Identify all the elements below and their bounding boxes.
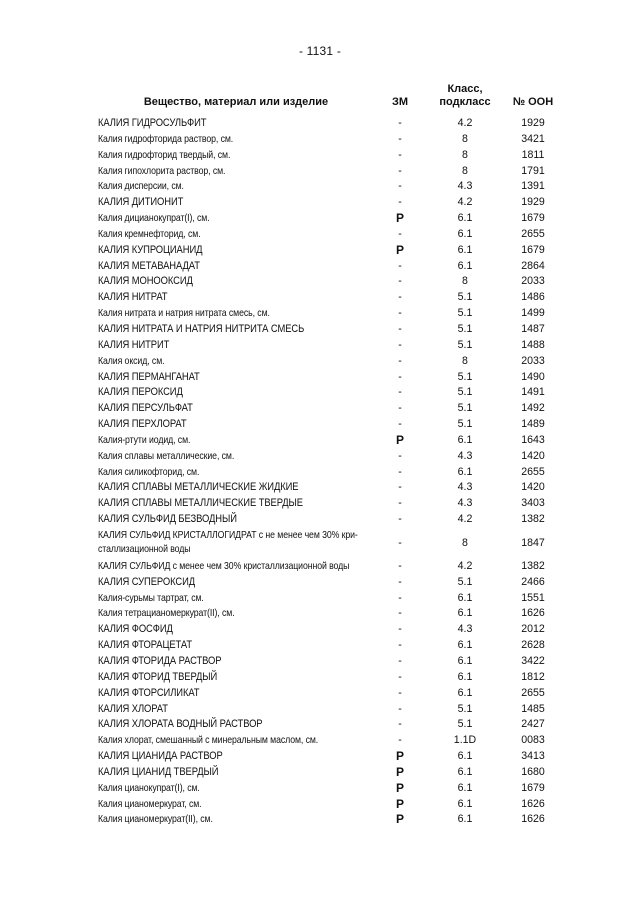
- hazard-class: 4.3: [457, 481, 473, 494]
- substance-name: Калия силикофторид, см.: [98, 466, 200, 478]
- zm-mark: Р: [395, 796, 404, 811]
- table-row: [0, 338, 640, 354]
- un-number: 2655: [521, 227, 545, 240]
- un-number: 2466: [521, 575, 545, 588]
- table-row: [0, 654, 640, 670]
- un-number: 1847: [521, 536, 545, 549]
- hazard-class: 5.1: [457, 322, 473, 335]
- un-number: 1551: [521, 591, 545, 604]
- header-zm: ЗМ: [391, 96, 409, 108]
- table-row: [0, 496, 640, 512]
- table-row: [0, 243, 640, 259]
- hazard-class: 5.1: [457, 418, 473, 431]
- un-number: 1485: [521, 702, 545, 715]
- substance-name: КАЛИЯ ФТОРИДА РАСТВОР: [98, 655, 222, 667]
- zm-mark: -: [398, 465, 402, 478]
- substance-name: КАЛИЯ СПЛАВЫ МЕТАЛЛИЧЕСКИЕ ЖИДКИЕ: [98, 481, 299, 494]
- substance-name: Калия гидрофторид твердый, см.: [98, 149, 231, 161]
- hazard-class: 8: [462, 148, 468, 161]
- un-number: 1499: [521, 307, 545, 320]
- zm-mark: -: [398, 322, 402, 335]
- zm-mark: -: [398, 623, 402, 636]
- substance-name: Калия оксид, см.: [98, 355, 165, 367]
- un-number: 1420: [521, 481, 545, 494]
- table-row: [0, 528, 640, 559]
- substance-name: Калия гипохлорита раствор, см.: [98, 165, 226, 177]
- hazard-class: 6.1: [457, 639, 473, 652]
- substance-name: КАЛИЯ ЦИАНИДА РАСТВОР: [98, 750, 223, 763]
- zm-mark: Р: [395, 242, 404, 257]
- un-number: 1488: [521, 338, 545, 351]
- zm-mark: -: [398, 386, 402, 399]
- table-row: [0, 227, 640, 243]
- hazard-class: 4.3: [457, 180, 473, 193]
- table-row: [0, 148, 640, 164]
- un-number: 1929: [521, 117, 545, 129]
- table-row: [0, 575, 640, 591]
- hazard-class: 6.1: [457, 607, 473, 620]
- zm-mark: -: [398, 370, 402, 383]
- table-row: [0, 306, 640, 322]
- zm-mark: -: [398, 702, 402, 715]
- table-row: [0, 733, 640, 749]
- un-number: 2012: [521, 623, 545, 636]
- substance-name: Калия хлорат, смешанный с минеральным маслом, см.: [98, 735, 319, 747]
- substance-name: КАЛИЯ ФТОРАЦЕТАТ: [98, 639, 193, 652]
- zm-mark: -: [398, 196, 402, 209]
- zm-mark: -: [398, 259, 402, 272]
- hazard-class: 6.1: [457, 212, 473, 225]
- table-row: [0, 179, 640, 195]
- table-header: [0, 80, 640, 116]
- table-row: [0, 765, 640, 781]
- hazard-class: 6.1: [457, 750, 473, 763]
- table-row: [0, 559, 640, 575]
- hazard-class: 6.1: [457, 670, 473, 683]
- table-row: [0, 797, 640, 813]
- zm-mark: -: [398, 670, 402, 683]
- zm-mark: -: [398, 718, 402, 731]
- un-number: 1812: [521, 670, 545, 683]
- substance-name: КАЛИЯ ЦИАНИД ТВЕРДЫЙ: [98, 765, 219, 778]
- zm-mark: -: [398, 497, 402, 510]
- header-un-number: № ООН: [512, 96, 554, 108]
- un-number: 1382: [521, 559, 545, 572]
- table-row: [0, 354, 640, 370]
- substance-name: КАЛИЯ КУПРОЦИАНИД: [98, 243, 203, 256]
- substance-name: КАЛИЯ ДИТИОНИТ: [98, 196, 184, 209]
- zm-mark: -: [398, 164, 402, 177]
- table-row: [0, 274, 640, 290]
- table-row: [0, 132, 640, 148]
- un-number: 1490: [521, 370, 545, 383]
- substance-name: Калия дицианокупрат(I), см.: [98, 213, 210, 225]
- header-substance: Вещество, материал или изделие: [143, 96, 329, 108]
- table-row: [0, 401, 640, 417]
- substance-name: Калия сплавы металлические, см.: [98, 450, 235, 462]
- substance-name: Калия-ртути иодид, см.: [98, 434, 191, 446]
- hazard-class: 5.1: [457, 370, 473, 383]
- hazard-class: 5.1: [457, 575, 473, 588]
- hazard-class: 8: [462, 164, 468, 177]
- substance-name: Калия тетрацианомеркурат(II), см.: [98, 608, 235, 620]
- hazard-class: 4.3: [457, 449, 473, 462]
- table-row: [0, 370, 640, 386]
- substance-name: Калия цианомеркурат, см.: [98, 798, 202, 810]
- substance-name: КАЛИЯ ХЛОРАТА ВОДНЫЙ РАСТВОР: [98, 718, 263, 731]
- zm-mark: Р: [395, 432, 404, 447]
- substance-name: КАЛИЯ ПЕРМАНГАНАТ: [98, 370, 200, 383]
- hazard-class: 8: [462, 132, 468, 145]
- substance-name: КАЛИЯ НИТРИТ: [98, 338, 170, 351]
- zm-mark: Р: [395, 749, 404, 764]
- hazard-class: 5.1: [457, 307, 473, 320]
- hazard-class: 4.2: [457, 117, 473, 129]
- substance-name: Калия гидрофторида раствор, см.: [98, 133, 234, 145]
- hazard-class: 8: [462, 275, 468, 288]
- un-number: 1492: [521, 402, 545, 415]
- un-number: 1487: [521, 322, 545, 335]
- hazard-class: 5.1: [457, 718, 473, 731]
- hazard-class: 8: [462, 354, 468, 367]
- substance-name: КАЛИЯ НИТРАТ: [98, 291, 168, 304]
- zm-mark: Р: [395, 780, 404, 795]
- un-number: 1486: [521, 291, 545, 304]
- hazard-class: 6.1: [457, 259, 473, 272]
- table-row: [0, 417, 640, 433]
- table-row: [0, 606, 640, 622]
- hazard-class: 6.1: [457, 813, 473, 826]
- zm-mark: -: [398, 307, 402, 320]
- table-row: [0, 164, 640, 180]
- hazard-class: 6.1: [457, 765, 473, 778]
- hazard-class: 4.2: [457, 513, 473, 526]
- substance-name: КАЛИЯ ПЕРСУЛЬФАТ: [98, 402, 193, 415]
- un-number: 2427: [521, 718, 545, 731]
- table-row: [0, 290, 640, 306]
- un-number: 3421: [521, 132, 545, 145]
- zm-mark: Р: [395, 211, 404, 226]
- zm-mark: -: [398, 639, 402, 652]
- substance-name: Калия цианокупрат(I), см.: [98, 782, 200, 794]
- header-class-line1: Класс,: [447, 83, 483, 95]
- hazard-class: 8: [462, 536, 468, 549]
- zm-mark: -: [398, 275, 402, 288]
- zm-mark: Р: [395, 764, 404, 779]
- un-number: 1491: [521, 386, 545, 399]
- substance-name: КАЛИЯ СПЛАВЫ МЕТАЛЛИЧЕСКИЕ ТВЕРДЫЕ: [98, 497, 303, 510]
- substance-name: КАЛИЯ ГИДРОСУЛЬФИТ: [98, 117, 207, 129]
- zm-mark: -: [398, 513, 402, 526]
- hazard-class: 6.1: [457, 655, 473, 667]
- zm-mark: Р: [395, 812, 404, 827]
- hazard-class: 6.1: [457, 797, 473, 810]
- zm-mark: -: [398, 148, 402, 161]
- substance-name: КАЛИЯ ФТОРСИЛИКАТ: [98, 686, 200, 699]
- substance-name: КАЛИЯ НИТРАТА И НАТРИЯ НИТРИТА СМЕСЬ: [98, 322, 305, 335]
- table-row: [0, 638, 640, 654]
- hazard-class: 5.1: [457, 402, 473, 415]
- zm-mark: -: [398, 117, 402, 129]
- hazard-class: 6.1: [457, 433, 473, 446]
- hazard-class: 5.1: [457, 702, 473, 715]
- table-row: [0, 749, 640, 765]
- substance-name: КАЛИЯ ПЕРХЛОРАТ: [98, 418, 187, 431]
- table-row: [0, 702, 640, 718]
- substance-name: КАЛИЯ ФТОРИД ТВЕРДЫЙ: [98, 670, 218, 683]
- table-row: [0, 512, 640, 528]
- table-row: [0, 433, 640, 449]
- zm-mark: -: [398, 402, 402, 415]
- hazard-class: 6.1: [457, 686, 473, 699]
- hazard-class: 4.3: [457, 623, 473, 636]
- hazard-class: 5.1: [457, 386, 473, 399]
- un-number: 2655: [521, 686, 545, 699]
- table-row: [0, 465, 640, 481]
- table-row: [0, 116, 640, 132]
- un-number: 1420: [521, 449, 545, 462]
- zm-mark: -: [398, 734, 402, 747]
- un-number: 1679: [521, 243, 545, 256]
- un-number: 1391: [521, 180, 545, 193]
- substance-name: КАЛИЯ ХЛОРАТ: [98, 702, 168, 715]
- un-number: 2655: [521, 465, 545, 478]
- zm-mark: -: [398, 607, 402, 620]
- zm-mark: -: [398, 132, 402, 145]
- substance-name: Калия нитрата и натрия нитрата смесь, см.: [98, 308, 270, 320]
- un-number: 1791: [521, 164, 545, 177]
- table-row: [0, 717, 640, 733]
- substance-name: Калия кремнефторид, см.: [98, 228, 201, 240]
- un-number: 1626: [521, 607, 545, 620]
- un-number: 3422: [521, 655, 545, 667]
- table-row: [0, 195, 640, 211]
- substance-name: КАЛИЯ СУЛЬФИД БЕЗВОДНЫЙ: [98, 513, 237, 526]
- substance-name: КАЛИЯ ФОСФИД: [98, 623, 173, 636]
- zm-mark: -: [398, 338, 402, 351]
- substance-name: Калия дисперсии, см.: [98, 181, 184, 193]
- hazard-class: 5.1: [457, 338, 473, 351]
- un-number: 2033: [521, 275, 545, 288]
- un-number: 1680: [521, 765, 545, 778]
- zm-mark: -: [398, 291, 402, 304]
- substance-name: КАЛИЯ МЕТАВАНАДАТ: [98, 259, 200, 272]
- un-number: 1679: [521, 212, 545, 225]
- substance-name: Калия-сурьмы тартрат, см.: [98, 592, 204, 604]
- zm-mark: -: [398, 591, 402, 604]
- hazard-class: 6.1: [457, 227, 473, 240]
- zm-mark: -: [398, 559, 402, 572]
- table-row: [0, 385, 640, 401]
- un-number: 3403: [521, 497, 545, 510]
- un-number: 1489: [521, 418, 545, 431]
- table-row: [0, 322, 640, 338]
- hazard-class: 1.1D: [453, 734, 477, 747]
- zm-mark: -: [398, 418, 402, 431]
- hazard-class: 6.1: [457, 781, 473, 794]
- table-row: [0, 211, 640, 227]
- zm-mark: -: [398, 354, 402, 367]
- un-number: 2033: [521, 354, 545, 367]
- hazard-class: 6.1: [457, 465, 473, 478]
- un-number: 1382: [521, 513, 545, 526]
- un-number: 0083: [521, 734, 545, 747]
- un-number: 1643: [521, 433, 545, 446]
- zm-mark: -: [398, 180, 402, 193]
- hazard-class: 6.1: [457, 591, 473, 604]
- substance-name: КАЛИЯ МОНООКСИД: [98, 275, 193, 288]
- substance-name: КАЛИЯ СУЛЬФИД с менее чем 30% кристаллизационной воды: [98, 560, 350, 572]
- un-number: 1929: [521, 196, 545, 209]
- page-number: - 1131 -: [298, 44, 342, 58]
- table-row: [0, 686, 640, 702]
- table-row: [0, 259, 640, 275]
- zm-mark: -: [398, 449, 402, 462]
- table-row: [0, 591, 640, 607]
- hazard-class: 5.1: [457, 291, 473, 304]
- table-row: [0, 781, 640, 797]
- hazard-class: 4.3: [457, 497, 473, 510]
- un-number: 1679: [521, 781, 545, 794]
- zm-mark: -: [398, 575, 402, 588]
- hazard-class: 4.2: [457, 559, 473, 572]
- un-number: 3413: [521, 750, 545, 763]
- table-row: [0, 480, 640, 496]
- header-class-line2: подкласс: [439, 96, 491, 108]
- un-number: 2628: [521, 639, 545, 652]
- un-number: 1626: [521, 797, 545, 810]
- zm-mark: -: [398, 655, 402, 667]
- zm-mark: -: [398, 481, 402, 494]
- zm-mark: -: [398, 227, 402, 240]
- substance-name: Калия цианомеркурат(II), см.: [98, 814, 213, 826]
- un-number: 1626: [521, 813, 545, 826]
- header-class: [430, 83, 500, 109]
- table-row: [0, 670, 640, 686]
- table-row: [0, 812, 640, 828]
- zm-mark: -: [398, 686, 402, 699]
- un-number: 1811: [521, 148, 545, 161]
- un-number: 2864: [521, 259, 545, 272]
- hazard-class: 4.2: [457, 196, 473, 209]
- substance-name: КАЛИЯ ПЕРОКСИД: [98, 386, 183, 399]
- zm-mark: -: [398, 536, 402, 549]
- substance-table: [0, 116, 640, 828]
- table-row: [0, 622, 640, 638]
- table-row: [0, 449, 640, 465]
- substance-name: КАЛИЯ СУПЕРОКСИД: [98, 575, 196, 588]
- hazard-class: 6.1: [457, 243, 473, 256]
- substance-name: КАЛИЯ СУЛЬФИД КРИСТАЛЛОГИДРАТ с не менее чем 30% кри-сталлизационной воды: [98, 529, 358, 555]
